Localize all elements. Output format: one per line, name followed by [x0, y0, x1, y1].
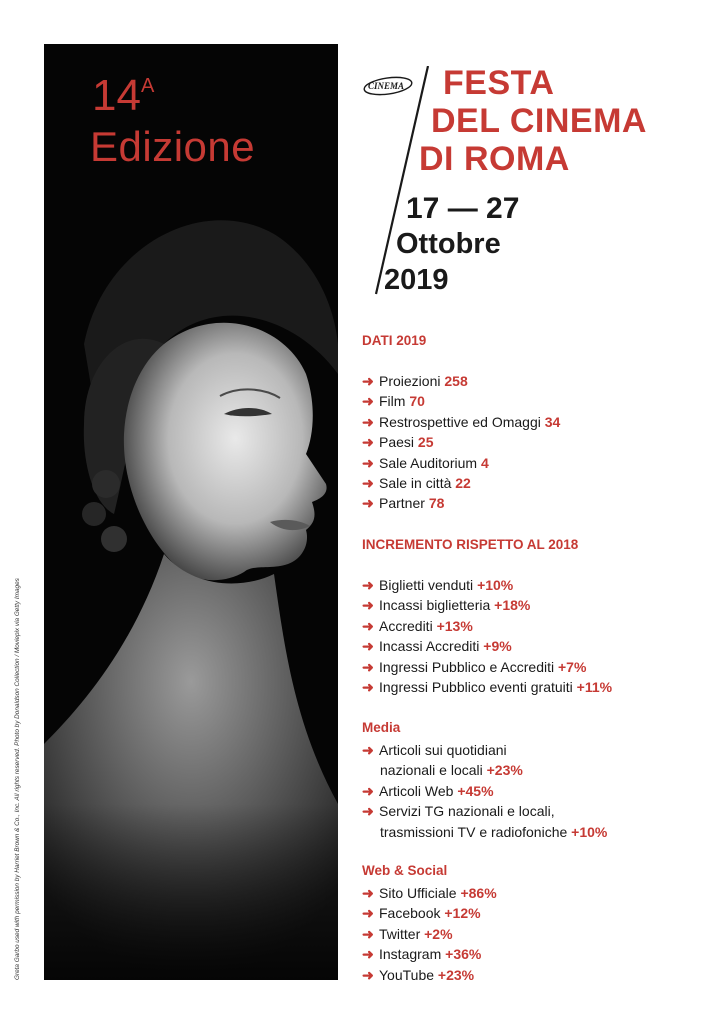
festival-title-line2: DEL CINEMA	[431, 102, 647, 140]
list-item: ➜ Sale Auditorium 4	[362, 454, 489, 471]
title-slash-divider	[372, 66, 432, 296]
incremento-list	[362, 575, 612, 697]
list-item: ➜ Incassi biglietteria +18%	[362, 597, 531, 614]
portrait-photo	[44, 44, 338, 980]
portrait-illustration	[44, 44, 338, 980]
list-item-continuation: nazionali e locali +23%	[380, 762, 523, 779]
list-item: ➜ Servizi TG nazionali e locali,	[362, 803, 555, 820]
dati-list	[362, 371, 560, 514]
arrow-right-icon: ➜	[362, 966, 374, 983]
arrow-right-icon: ➜	[362, 393, 374, 410]
arrow-right-icon: ➜	[362, 782, 374, 799]
arrow-right-icon: ➜	[362, 617, 374, 634]
list-item: ➜ Sale in città 22	[362, 474, 471, 491]
arrow-right-icon: ➜	[362, 373, 374, 389]
arrow-right-icon: ➜	[362, 905, 374, 922]
list-item: ➜ Articoli Web +45%	[362, 782, 494, 799]
arrow-right-icon: ➜	[362, 434, 374, 451]
list-item: ➜ Proiezioni 258	[362, 373, 468, 389]
arrow-right-icon: ➜	[362, 454, 374, 471]
arrow-right-icon: ➜	[362, 803, 374, 820]
list-item: ➜ Sito Ufficiale +86%	[362, 885, 497, 901]
list-item: ➜ Restrospettive ed Omaggi 34	[362, 413, 561, 430]
list-item-continuation: trasmissioni TV e radiofoniche +10%	[380, 823, 608, 840]
list-item: ➜ Ingressi Pubblico eventi gratuiti +11%	[362, 678, 613, 695]
arrow-right-icon: ➜	[362, 495, 374, 512]
photo-credit: Greta Garbo used with permission by Harriet Brown & Co., Inc. All rights reserved. Photo by Donaldson Collection / Moviepix via Getty Images	[14, 578, 21, 980]
list-item: ➜ Articoli sui quotidiani	[362, 742, 507, 758]
list-item: ➜ Twitter +2%	[362, 925, 453, 942]
media-heading: Media	[362, 720, 401, 735]
arrow-right-icon: ➜	[362, 946, 374, 963]
arrow-right-icon: ➜	[362, 658, 374, 675]
edition-superscript: A	[140, 75, 155, 97]
festival-title-line1: FESTA	[443, 64, 555, 102]
arrow-right-icon: ➜	[362, 474, 374, 491]
social-heading: Web & Social	[362, 863, 448, 878]
incremento-heading: INCREMENTO RISPETTO AL 2018	[362, 537, 579, 552]
dati-heading: DATI 2019	[362, 333, 427, 348]
edition-number: 14	[92, 71, 141, 120]
list-item: ➜ Partner 78	[362, 495, 445, 512]
list-item: ➜ YouTube +23%	[362, 966, 475, 983]
arrow-right-icon: ➜	[362, 885, 374, 901]
social-list	[362, 883, 497, 985]
list-item: ➜ Incassi Accrediti +9%	[362, 638, 512, 655]
list-item: ➜ Accrediti +13%	[362, 617, 473, 634]
edition-word: Edizione	[90, 123, 256, 170]
list-item: ➜ Instagram +36%	[362, 946, 482, 963]
date-month: Ottobre	[396, 228, 501, 260]
arrow-right-icon: ➜	[362, 638, 374, 655]
arrow-right-icon: ➜	[362, 925, 374, 942]
festival-title-line3: DI ROMA	[419, 140, 570, 178]
list-item: ➜ Ingressi Pubblico e Accrediti +7%	[362, 658, 587, 675]
list-item: ➜ Facebook +12%	[362, 905, 481, 922]
media-list	[362, 740, 607, 842]
list-item: ➜ Film 70	[362, 393, 425, 410]
logo-text: CINEMA	[368, 81, 405, 91]
date-year: 2019	[384, 264, 449, 296]
list-item: ➜ Paesi 25	[362, 434, 434, 451]
arrow-right-icon: ➜	[362, 413, 374, 430]
arrow-right-icon: ➜	[362, 742, 374, 758]
date-range: 17 — 27	[406, 192, 520, 225]
list-item: ➜ Biglietti venduti +10%	[362, 577, 514, 593]
arrow-right-icon: ➜	[362, 577, 374, 593]
arrow-right-icon: ➜	[362, 678, 374, 695]
arrow-right-icon: ➜	[362, 597, 374, 614]
